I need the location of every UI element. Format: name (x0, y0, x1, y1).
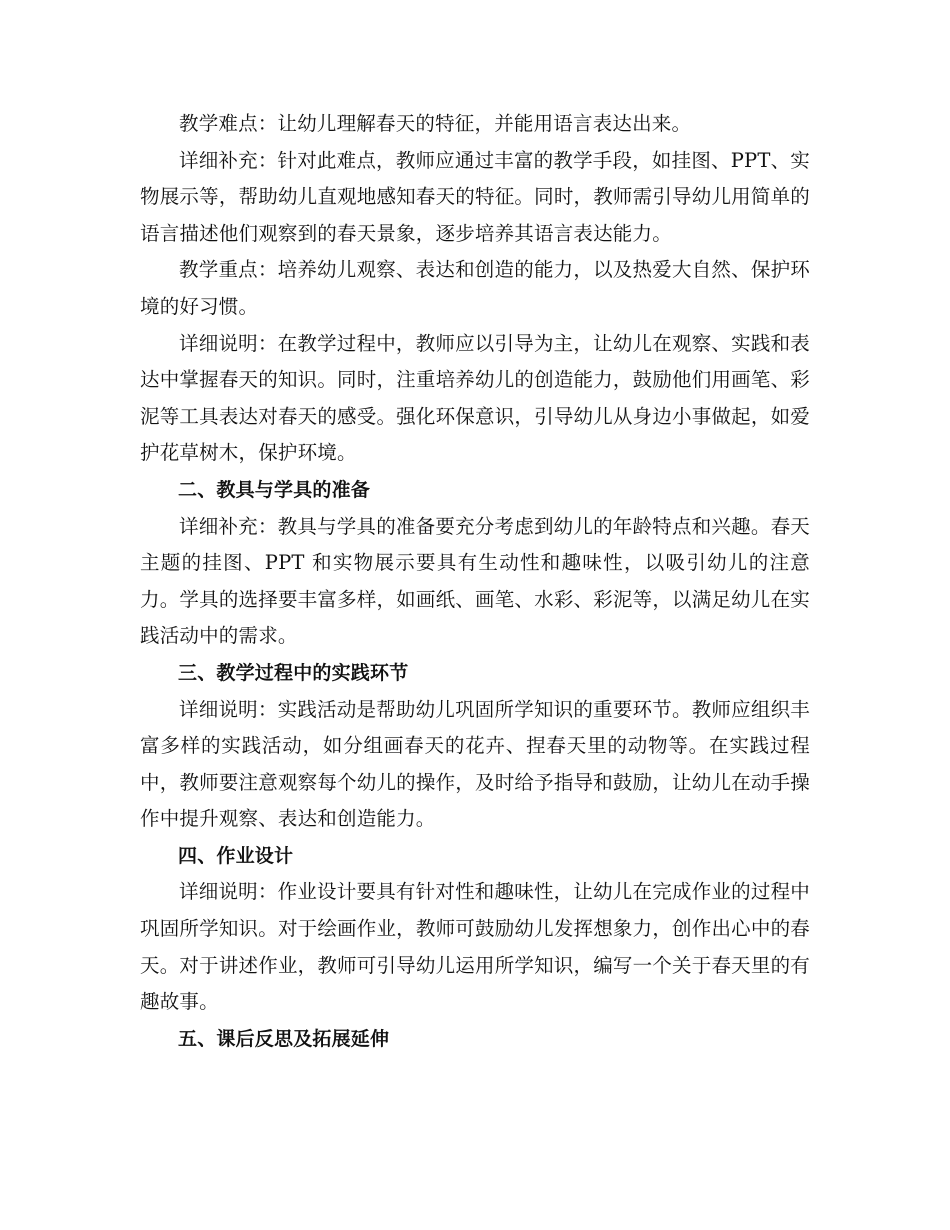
section-heading-practice: 三、教学过程中的实践环节 (178, 661, 409, 684)
paragraph-difficulty-supplement: 详细补充：针对此难点，教师应通过丰富的教学手段，如挂图、PPT、实物展示等，帮助幼儿直观地感知春天的特征。同时，教师需引导幼儿用简单的语言描述他们观察到的春天景象，逐步培养其语言表达能力。 (140, 148, 810, 245)
section-heading-preparation: 二、教具与学具的准备 (178, 478, 371, 501)
paragraph-preparation-supplement: 详细补充：教具与学具的准备要充分考虑到幼儿的年龄特点和兴趣。春天主题的挂图、PPT 和实物展示要具有生动性和趣味性，以吸引幼儿的注意力。学具的选择要丰富多样，如画纸、画笔、水彩、彩泥等，以满足幼儿在实践活动中的需求。 (140, 514, 810, 648)
document-body (140, 106, 810, 1057)
paragraph-focus-explanation: 详细说明：在教学过程中，教师应以引导为主，让幼儿在观察、实践和表达中掌握春天的知识。同时，注重培养幼儿的创造能力，鼓励他们用画笔、彩泥等工具表达对春天的感受。强化环保意识，引导幼儿从身边小事做起，如爱护花草树木，保护环境。 (140, 331, 810, 465)
paragraph-homework-explanation: 详细说明：作业设计要具有针对性和趣味性，让幼儿在完成作业的过程中巩固所学知识。对于绘画作业，教师可鼓励幼儿发挥想象力，创作出心中的春天。对于讲述作业，教师可引导幼儿运用所学知识，编写一个关于春天里的有趣故事。 (140, 880, 810, 1014)
section-heading-reflection: 五、课后反思及拓展延伸 (178, 1027, 390, 1050)
paragraph-teaching-difficulty: 教学难点：让幼儿理解春天的特征，并能用语言表达出来。 (179, 112, 692, 135)
section-heading-homework: 四、作业设计 (178, 844, 294, 867)
paragraph-practice-explanation: 详细说明：实践活动是帮助幼儿巩固所学知识的重要环节。教师应组织丰富多样的实践活动，如分组画春天的花卉、捏春天里的动物等。在实践过程中，教师要注意观察每个幼儿的操作，及时给予指导和鼓励，让幼儿在动手操作中提升观察、表达和创造能力。 (140, 697, 810, 831)
paragraph-teaching-focus: 教学重点：培养幼儿观察、表达和创造的能力，以及热爱大自然、保护环境的好习惯。 (140, 258, 810, 318)
